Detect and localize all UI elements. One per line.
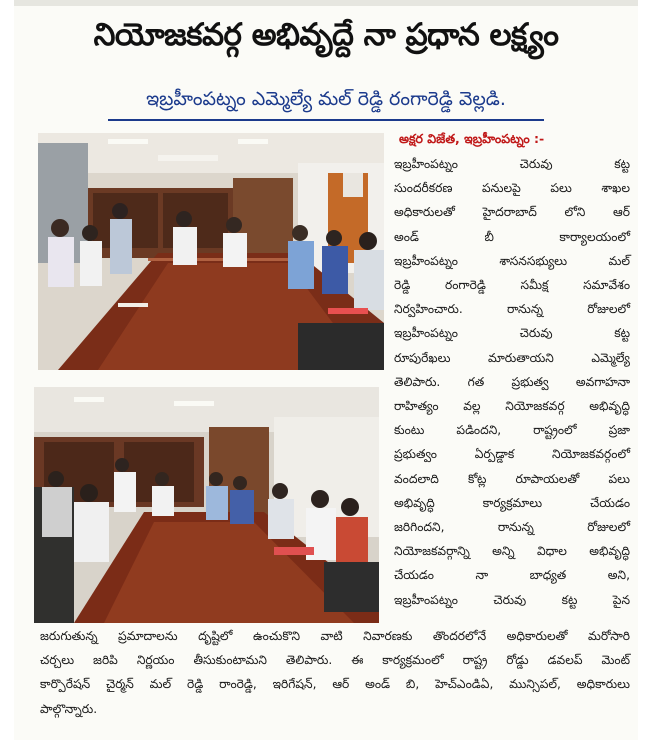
article-line: సుందరీకరణ పనులపై పలు శాఖల xyxy=(394,181,630,196)
article-line: రాహిత్యం వల్ల నియోజకవర్గ అభివృద్ధి xyxy=(394,399,630,413)
article-line: అభివృద్ధి కార్యక్రమాలు చేయడం xyxy=(394,495,630,510)
subheadline-underline xyxy=(108,119,544,121)
meeting-photo-2 xyxy=(34,387,379,623)
article-line: అండ్ బీ కార్యాలయంలో xyxy=(394,229,630,244)
article-line: కుంటు పడిందని, రాష్ట్రంలో ప్రజా xyxy=(394,423,630,438)
article-line: నిర్వహించారు. రానున్న రోజులలో xyxy=(394,302,630,317)
top-rule xyxy=(14,0,638,6)
article-line: వందలాది కోట్ల రూపాయలతో పలు xyxy=(394,471,630,486)
article-line: జరిగిందని, రానున్న రోజులలో xyxy=(394,520,630,534)
article-line: ఇబ్రహీంపట్నం చెరువు కట్ట xyxy=(394,326,630,341)
article-line: జరుగుతున్న ప్రమాదాలను దృష్టిలో ఉంచుకొని వాటి నివారణకు తొందరలోనే అధికారులతో మరోసారి xyxy=(40,629,630,643)
article-line: నియోజకవర్గాన్ని అన్ని విధాల అభివృద్ధి xyxy=(394,544,630,559)
article-line: చర్చలు జరిపి నిర్ణయం తీసుకుంటామని తెలిపారు. ఈ కార్యక్రమంలో రాష్ట్ర రోడ్డు డవలప్ మెంట్ xyxy=(40,653,630,668)
article-line: ఇబ్రహీంపట్నం చెరువు కట్ట పైన xyxy=(394,592,630,607)
article-line: కార్పొరేషన్ చైర్మన్ మల్ రెడ్డి రాంరెడ్డి, ఇరిగేషన్, ఆర్ అండ్ బి, హెచ్ఎండిఏ, మున్సిపల్, అధికారులు xyxy=(40,677,630,692)
article-line: ప్రభుత్వం ఏర్పడ్డాక నియోజకవర్గంలో xyxy=(394,447,630,462)
meeting-photo-1 xyxy=(38,133,384,370)
article-line: తెలిపారు. గత ప్రభుత్వ అవగాహనా xyxy=(394,374,630,389)
article-line: పాల్గొన్నారు. xyxy=(40,701,98,716)
byline: అక్షర విజేత, ఇబ్రహీంపట్నం :- xyxy=(399,131,545,146)
article-line: రెడ్డి రంగారెడ్డి సమీక్ష సమావేశం xyxy=(394,278,630,292)
article-line: ఇబ్రహీంపట్నం చెరువు కట్ట xyxy=(394,157,630,171)
subheadline: ఇబ్రహీంపట్నం ఎమ్మెల్యే మల్ రెడ్డి రంగారెడ్డి వెల్లడి. xyxy=(146,88,506,110)
article-line: అధికారులతో హైదరాబాద్ లోని ఆర్ xyxy=(394,205,630,220)
article-line: చేయడం నా బాధ్యత అని, xyxy=(394,568,630,583)
article-line: ఇబ్రహీంపట్నం శాసనసభ్యులు మల్ xyxy=(394,253,630,268)
article-line: రూపురేఖలు మారుతాయని ఎమ్మెల్యే xyxy=(394,350,630,365)
headline: నియోజకవర్గ అభివృద్దే నా ప్రధాన లక్ష్యం xyxy=(93,17,559,53)
